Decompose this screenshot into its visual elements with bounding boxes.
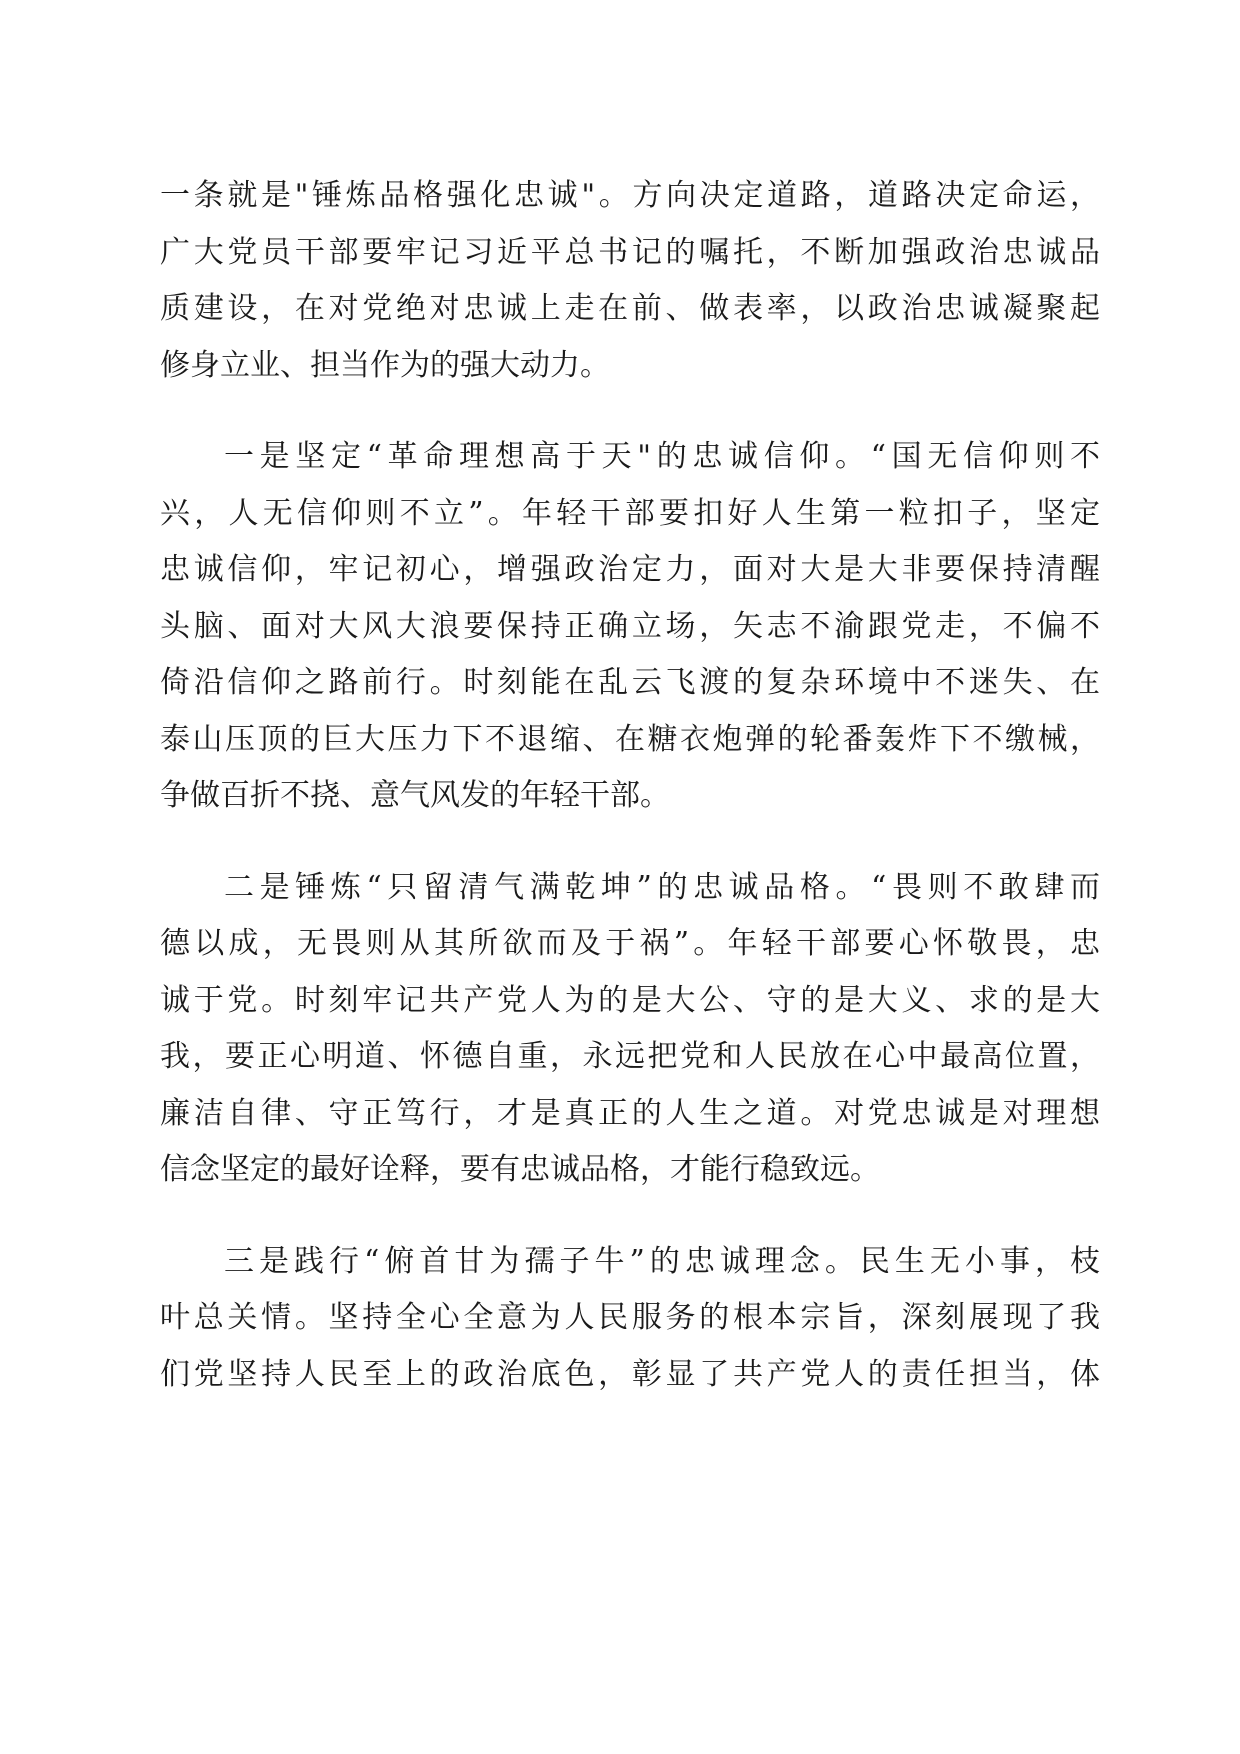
paragraph-line: 倚沿信仰之路前行。时刻能在乱云飞渡的复杂环境中不迷失、在: [160, 665, 1100, 700]
document-body: [160, 168, 1100, 1438]
paragraph-3: [160, 860, 1100, 1199]
paragraph-line: 泰山压顶的巨大压力下不退缩、在糖衣炮弹的轮番轰炸下不缴械，: [160, 721, 1100, 757]
paragraph-line: 忠诚信仰，牢记初心，增强政治定力，面对大是大非要保持清醒: [160, 552, 1100, 587]
paragraph-line: 质建设，在对党绝对忠诚上走在前、做表率，以政治忠诚凝聚起: [160, 291, 1100, 326]
paragraph-line: 们党坚持人民至上的政治底色，彰显了共产党人的责任担当，体: [160, 1356, 1100, 1392]
paragraph-line: 修身立业、担当作为的强大动力。: [160, 347, 610, 383]
paragraph-line: 争做百折不挠、意气风发的年轻干部。: [160, 778, 670, 813]
paragraph-line: 兴，人无信仰则不立”。年轻干部要扣好人生第一粒扣子，坚定: [160, 495, 1100, 531]
paragraph-line: 德以成，无畏则从其所欲而及于祸”。年轻干部要心怀敬畏，忠: [160, 926, 1100, 961]
paragraph-line: 头脑、面对大风大浪要保持正确立场，矢志不渝跟党走，不偏不: [160, 608, 1100, 644]
paragraph-line: 我，要正心明道、怀德自重，永远把党和人民放在心中最高位置，: [160, 1039, 1100, 1074]
paragraph-line: 叶总关情。坚持全心全意为人民服务的根本宗旨，深刻展现了我: [160, 1300, 1100, 1335]
paragraph-line: 廉洁自律、守正笃行，才是真正的人生之道。对党忠诚是对理想: [160, 1095, 1100, 1131]
paragraph-line: 一是坚定“革命理想高于天"的忠诚信仰。“国无信仰则不: [224, 439, 1100, 474]
paragraph-4: [160, 1234, 1100, 1404]
paragraph-1: [160, 168, 1100, 394]
paragraph-line: 三是践行“俯首甘为孺子牛”的忠诚理念。民生无小事，枝: [224, 1243, 1100, 1279]
paragraph-line: 广大党员干部要牢记习近平总书记的嘱托，不断加强政治忠诚品: [160, 234, 1100, 270]
paragraph-line: 信念坚定的最好诠释，要有忠诚品格，才能行稳致远。: [160, 1152, 880, 1187]
paragraph-line: 一条就是"锤炼品格强化忠诚"。方向决定道路，道路决定命运，: [160, 178, 1100, 213]
paragraph-line: 诚于党。时刻牢记共产党人为的是大公、守的是大义、求的是大: [160, 982, 1100, 1018]
paragraph-line: 二是锤炼“只留清气满乾坤”的忠诚品格。“畏则不敢肆而: [224, 869, 1100, 905]
paragraph-2: [160, 429, 1100, 825]
